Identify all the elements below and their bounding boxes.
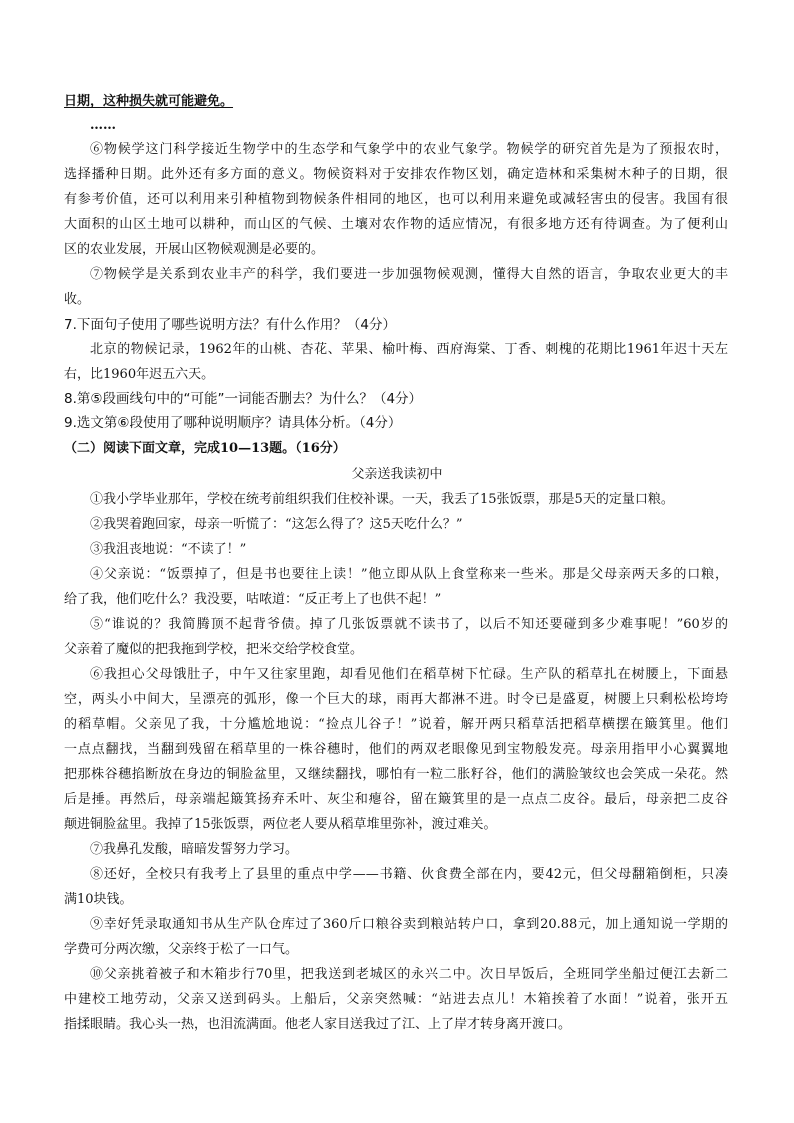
text-line: 大面积的山区土地可以耕种，而山区的气候、土壤对农作物的适应情况，有很多地方还有待调查。为了便利山 <box>64 217 728 232</box>
text-line: 中建校工地劳动，父亲又送到码头。上船后，父亲突然喊：“站进去点儿！木箱挨着了水面！”说着，张开五 <box>64 992 728 1007</box>
text-line: 区的农业发展，开展山区物候观测是必要的。 <box>64 242 325 257</box>
text-line: 有参考价值，还可以利用来引种植物到物候条件相同的地区，也可以利用来避免或减轻害虫的侵害。我国有很 <box>64 192 728 207</box>
text-line: ③我沮丧地说：“不读了！” <box>90 542 247 557</box>
text-line: 日期，这种损失就可能避免。 <box>64 94 234 109</box>
text-line: ①我小学毕业那年，学校在统考前组织我们住校补课。一天，我丢了15张饭票，那是5天的定量口粮。 <box>90 492 674 507</box>
text-line: ⑥物候学这门科学接近生物学中的生态学和气象学中的农业气象学。物候学的研究首先是为了预报农时， <box>90 142 728 157</box>
text-line: ④父亲说：“饭票掉了，但是书也要往上读！”他立即从队上食堂称来一些米。那是父母亲两天多的口粮， <box>90 567 728 582</box>
text-line: ②我哭着跑回家，母亲一听慌了：“这怎么得了？这5天吃什么？” <box>90 517 463 532</box>
text-line: 北京的物候记录，1962年的山桃、杏花、苹果、榆叶梅、西府海棠、丁香、刺槐的花期比1961年迟十天左 <box>90 342 728 357</box>
text-line: 空，两头小中间大，呈漂亮的弧形，像一个巨大的球，雨再大都淋不进。时令已是盛夏，树腰上只剩松松垮垮 <box>64 692 728 707</box>
question-line: 9.选文第⑥段使用了哪种说明顺序？请具体分析。（4分） <box>64 415 402 431</box>
text-line: 右，比1960年迟五六天。 <box>64 367 215 382</box>
text-line: 把那株谷穗掐断放在身边的铜脸盆里，又继续翻找，哪怕有一粒二胀籽谷，他们的满脸皱纹也会笑成一朵花。然 <box>64 767 728 782</box>
text-line: ⑤“谁说的？我简腾顶不起背爷债。掉了几张饭票就不读书了，以后不知还要碰到多少难事呢！”60岁的 <box>90 617 728 632</box>
text-line: 选择播种日期。此外还有多方面的意义。物候资料对于安排农作物区划，确定造林和采集树木种子的日期，很 <box>64 167 728 182</box>
text-line: ⑦物候学是关系到农业丰产的科学，我们要进一步加强物候观测，懂得大自然的语言，争取农业更大的丰 <box>90 267 728 282</box>
text-line: ⑥我担心父母饿肚子，中午又往家里跑，却看见他们在稻草树下忙碌。生产队的稻草扎在树腰上，下面悬 <box>90 667 728 682</box>
text-line: 满10块钱。 <box>64 892 133 907</box>
text-line: 父亲着了魔似的把我拖到学校，把米交给学校食堂。 <box>64 642 364 657</box>
text-line: …… <box>90 118 116 133</box>
text-line: 指揉眼睛。我心头一热，也泪流满面。他老人家目送我过了江、上了岸才转身离开渡口。 <box>64 1017 572 1032</box>
text-line: 给了我，他们吃什么？我没要，咕哝道：“反正考上了也供不起！” <box>64 592 442 607</box>
text-line: ⑧还好，全校只有我考上了县里的重点中学——书籍、伙食费全部在内，要42元，但父母翻箱倒柜，只凑 <box>90 867 728 882</box>
text-line: 颠进铜脸盆里。我掉了15张饭票，两位老人要从稻草堆里弥补，渡过难关。 <box>64 817 497 832</box>
text-line: 一点点翻找，当翻到残留在稻草里的一株谷穗时，他们的两双老眼像见到宝物般发亮。母亲用指甲小心翼翼地 <box>64 742 728 757</box>
text-line: 后是捶。再然后，母亲端起簸箕扬弃禾叶、灰尘和瘪谷，留在簸箕里的是一点点二皮谷。最后，母亲把二皮谷 <box>64 792 728 807</box>
article-title: 父亲送我读初中 <box>351 467 443 482</box>
text-line: ⑩父亲挑着被子和木箱步行70里，把我送到老城区的永兴二中。次日早饭后，全班同学坐船过便江去新二 <box>90 967 728 982</box>
text-line: 的稻草帽。父亲见了我，十分尴尬地说：“捡点儿谷子！”说着，解开两只稻草活把稻草横摆在簸箕里。他们 <box>64 717 728 732</box>
text-line: ⑦我鼻孔发酸，暗暗发誓努力学习。 <box>90 842 299 857</box>
text-line: （二）阅读下面文章，完成10—13题。（16分） <box>64 441 346 456</box>
text-line: ⑨幸好凭录取通知书从生产队仓库过了360斤口粮谷卖到粮站转户口，拿到20.88元，加上通知说一学期的 <box>90 917 728 932</box>
question-line: 7.下面句子使用了哪些说明方法？有什么作用？（4分） <box>64 317 396 333</box>
text-line: 收。 <box>64 292 91 307</box>
text-line: 学费可分两次缴，父亲终于松了一口气。 <box>64 942 299 957</box>
question-line: 8.第⑤段画线句中的“可能”一词能否删去？为什么？（4分） <box>64 391 423 407</box>
